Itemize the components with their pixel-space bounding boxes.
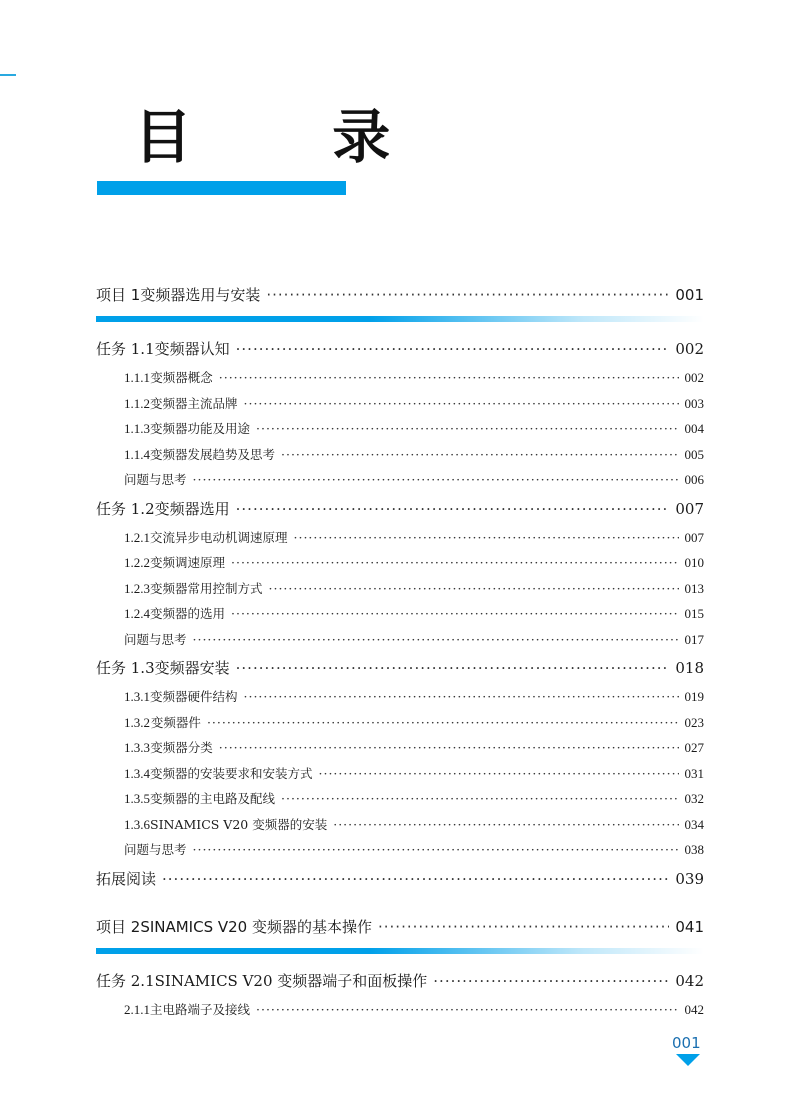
page-number: 001	[672, 1034, 701, 1052]
toc-title: 交流异步电动机调速原理	[150, 529, 288, 545]
toc-title: 变频器发展趋势及思考	[150, 446, 276, 462]
toc-title: SINAMICS V20 变频器端子和面板操作	[154, 971, 428, 990]
toc-title: 主电路端子及接线	[150, 1001, 251, 1017]
toc-number: 任务 1.2	[96, 499, 155, 518]
toc-number: 任务 2.1	[96, 971, 155, 990]
toc-section-1-2-3[interactable]	[96, 579, 704, 605]
toc-section-2-1-1[interactable]	[96, 1000, 704, 1026]
leader-dots	[244, 396, 679, 411]
toc-page: 007	[684, 529, 704, 545]
toc-title: SINAMICS V20 变频器的基本操作	[140, 917, 372, 936]
toc-page: 003	[684, 395, 704, 411]
leader-dots	[231, 606, 678, 621]
leader-dots	[219, 740, 679, 755]
leader-dots	[236, 500, 670, 518]
leader-dots	[333, 817, 678, 832]
leader-dots	[244, 689, 679, 704]
edge-marker	[0, 74, 16, 76]
toc-page: 015	[684, 606, 704, 621]
leader-dots	[378, 918, 669, 936]
toc-title: 变频器的选用	[150, 606, 226, 621]
leader-dots	[281, 447, 678, 462]
toc-number: 1.3.5	[124, 791, 150, 806]
toc-title: 变频器的安装要求和安装方式	[150, 765, 313, 781]
title-underline-bar	[97, 181, 346, 195]
toc-title: SINAMICS V20 变频器的安装	[150, 816, 328, 832]
leader-dots	[231, 555, 678, 570]
toc-page: 002	[675, 340, 704, 358]
toc-title: 问题与思考	[124, 842, 187, 857]
toc-title: 变频器功能及用途	[150, 421, 251, 436]
toc-page: 018	[675, 659, 704, 677]
toc-title: 变频器分类	[150, 740, 213, 755]
leader-dots	[269, 581, 679, 596]
toc-section-1-3-1[interactable]	[96, 687, 704, 713]
leader-dots	[433, 972, 669, 990]
toc-section-1-1-1[interactable]	[96, 368, 704, 394]
toc-page: 006	[684, 472, 704, 487]
toc-title: 问题与思考	[124, 472, 187, 487]
toc-task-1-1[interactable]	[96, 338, 704, 368]
toc-page: 042	[684, 1001, 704, 1017]
toc-number: 1.1.1	[124, 370, 150, 385]
leader-dots	[256, 1002, 678, 1017]
toc-project-1[interactable]	[96, 280, 704, 316]
toc-section-1-3-3[interactable]	[96, 738, 704, 764]
toc-questions-1-1[interactable]	[96, 470, 704, 496]
toc-title: 变频器选用与安装	[140, 286, 261, 304]
leader-dots	[162, 870, 669, 888]
toc-page: 027	[684, 740, 704, 755]
toc-task-1-2[interactable]	[96, 498, 704, 528]
toc-title: 问题与思考	[124, 631, 187, 647]
toc-page: 017	[684, 631, 704, 647]
toc-section-1-2-1[interactable]	[96, 528, 704, 554]
toc-number: 1.3.4	[124, 765, 150, 781]
toc-page: 001	[675, 286, 704, 304]
toc-section-1-3-6[interactable]	[96, 815, 704, 841]
toc-page: 002	[684, 370, 704, 385]
page-triangle-marker	[676, 1054, 700, 1066]
leader-dots	[319, 766, 679, 781]
toc-section-1-1-4[interactable]	[96, 445, 704, 471]
toc-title: 变频器常用控制方式	[150, 580, 263, 596]
leader-dots	[236, 659, 670, 677]
leader-dots	[207, 715, 679, 730]
toc-title: 变频器件	[150, 714, 201, 730]
toc-number: 1.3.1	[124, 689, 150, 704]
toc-title: 变频器概念	[150, 370, 213, 385]
toc-page: 007	[675, 499, 704, 518]
toc-number: 1.3.3	[124, 740, 150, 755]
page-title: 目 录	[134, 103, 451, 171]
toc-section-1-3-5[interactable]	[96, 789, 704, 815]
toc-section-1-1-2[interactable]	[96, 394, 704, 420]
leader-dots	[294, 530, 679, 545]
toc-title: 变频器的主电路及配线	[150, 791, 276, 806]
toc-page: 005	[684, 446, 704, 462]
toc-number: 任务 1.1	[96, 340, 155, 358]
toc-page: 013	[684, 580, 704, 596]
toc-number: 2.1.1	[124, 1001, 150, 1017]
toc-task-2-1[interactable]	[96, 970, 704, 1000]
table-of-contents	[96, 280, 704, 1025]
toc-page: 039	[675, 869, 704, 888]
toc-title: 变频器主流品牌	[150, 395, 238, 411]
toc-number: 项目 1	[96, 286, 141, 304]
toc-page: 034	[684, 816, 704, 832]
leader-dots	[193, 842, 679, 857]
toc-number: 1.2.1	[124, 529, 150, 545]
leader-dots	[219, 370, 679, 385]
leader-dots	[193, 632, 679, 647]
toc-title: 变频器认知	[154, 340, 230, 358]
toc-number: 1.1.2	[124, 395, 150, 411]
toc-title: 变频器安装	[154, 659, 230, 677]
toc-section-1-3-2[interactable]	[96, 713, 704, 739]
toc-page: 032	[684, 791, 704, 806]
toc-number: 1.2.4	[124, 606, 150, 621]
toc-number: 1.2.2	[124, 555, 150, 570]
toc-title: 变频器选用	[154, 499, 230, 518]
toc-page: 019	[684, 689, 704, 704]
toc-title: 变频调速原理	[150, 555, 226, 570]
toc-number: 1.3.2	[124, 714, 150, 730]
toc-page: 042	[675, 971, 704, 990]
toc-page: 004	[684, 421, 704, 436]
toc-project-2[interactable]	[96, 912, 704, 948]
toc-page: 041	[675, 917, 704, 936]
toc-number: 1.1.3	[124, 421, 150, 436]
toc-number: 项目 2	[96, 917, 141, 936]
toc-questions-1-3[interactable]	[96, 840, 704, 866]
toc-number: 任务 1.3	[96, 659, 155, 677]
toc-title: 拓展阅读	[96, 869, 157, 888]
toc-section-1-2-2[interactable]	[96, 553, 704, 579]
toc-title: 变频器硬件结构	[150, 689, 238, 704]
toc-page: 023	[684, 714, 704, 730]
leader-dots	[266, 286, 669, 304]
toc-page: 031	[684, 765, 704, 781]
toc-page: 038	[684, 842, 704, 857]
toc-questions-1-2[interactable]	[96, 630, 704, 656]
leader-dots	[193, 472, 679, 487]
toc-number: 1.1.4	[124, 446, 150, 462]
toc-extended-reading[interactable]	[96, 868, 704, 898]
toc-section-1-2-4[interactable]	[96, 604, 704, 630]
toc-section-1-3-4[interactable]	[96, 764, 704, 790]
leader-dots	[281, 791, 678, 806]
leader-dots	[236, 340, 670, 358]
toc-number: 1.3.6	[124, 816, 150, 832]
leader-dots	[256, 421, 678, 436]
toc-task-1-3[interactable]	[96, 657, 704, 687]
toc-number: 1.2.3	[124, 580, 150, 596]
toc-page: 010	[684, 555, 704, 570]
toc-section-1-1-3[interactable]	[96, 419, 704, 445]
